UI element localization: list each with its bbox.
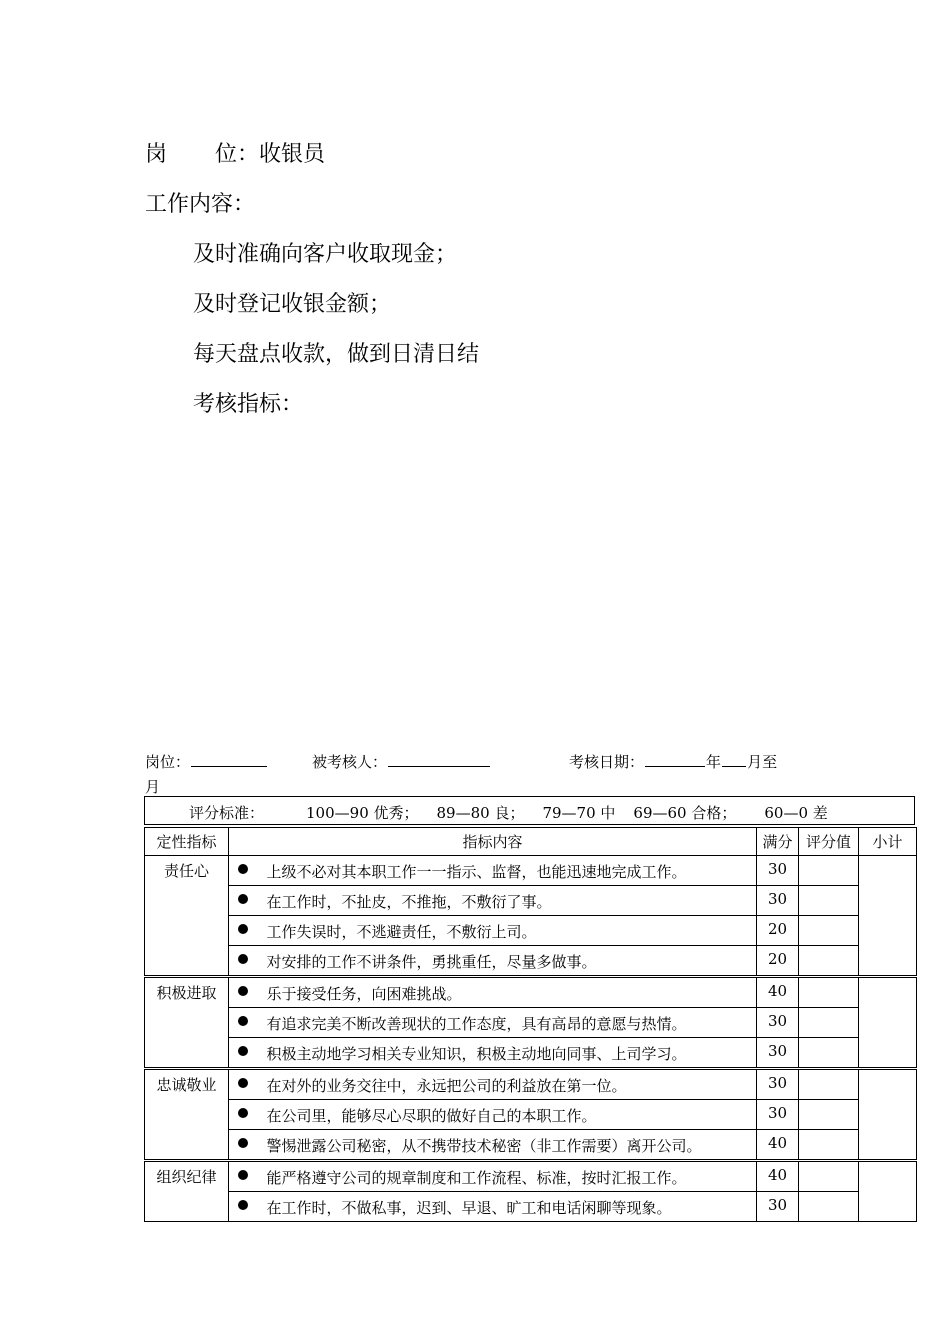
year-label: 年 [706,753,722,771]
full-score-cell: 30 [757,1008,799,1038]
table-row [145,1038,917,1069]
date-start-blank[interactable] [645,752,705,767]
post-label: 岗 [145,142,168,167]
full-score-cell: 40 [757,1161,799,1192]
kpi-title: 考核指标： [193,392,304,417]
bullet-icon [238,986,248,996]
table-row [145,1069,917,1100]
bullet-icon [238,1138,248,1148]
indicator-text: 有追求完美不断改善现状的工作态度，具有高昂的意愿与热情。 [257,1008,757,1038]
indicator-text: 工作失误时，不逃避责任，不敷衍上司。 [257,916,757,946]
rating-input-cell[interactable] [799,977,859,1008]
bullet-icon [238,1016,248,1026]
table-row [145,1130,917,1161]
category-cell: 组织纪律 [145,1161,229,1222]
category-cell: 积极进取 [145,977,229,1069]
indicator-text: 在对外的业务交往中，永远把公司的利益放在第一位。 [257,1069,757,1100]
post-line [145,137,325,168]
table-row [145,1161,917,1192]
indicator-text: 在工作时，不扯皮，不推拖，不敷衍了事。 [257,886,757,916]
bullet-cell [229,1069,257,1100]
full-score-cell: 30 [757,1069,799,1100]
bullet-cell [229,1161,257,1192]
table-row [145,916,917,946]
full-score-cell: 30 [757,886,799,916]
bullet-cell [229,1008,257,1038]
indicator-text: 对安排的工作不讲条件，勇挑重任，尽量多做事。 [257,946,757,977]
full-score-cell: 40 [757,977,799,1008]
header-rating: 评分值 [799,828,859,856]
indicator-text: 上级不必对其本职工作一一指示、监督，也能迅速地完成工作。 [257,856,757,886]
rating-input-cell[interactable] [799,1008,859,1038]
bullet-cell [229,1130,257,1161]
bullet-cell [229,1038,257,1069]
indicator-text: 警惕泄露公司秘密，从不携带技术秘密（非工作需要）离开公司。 [257,1130,757,1161]
bullet-icon [238,1046,248,1056]
assessee-blank[interactable] [388,752,490,767]
post-value: 位：收银员 [215,142,326,167]
rating-input-cell[interactable] [799,1069,859,1100]
full-score-cell: 40 [757,1130,799,1161]
indicator-text: 在公司里，能够尽心尽职的做好自己的本职工作。 [257,1100,757,1130]
subtotal-cell[interactable] [859,1069,917,1161]
header-full-score: 满分 [757,828,799,856]
rating-input-cell[interactable] [799,1100,859,1130]
table-row [145,856,917,886]
rating-input-cell[interactable] [799,946,859,977]
month-blank[interactable] [722,752,746,767]
header-row [145,828,917,856]
header-content: 指标内容 [229,828,757,856]
scoring-standard [144,796,915,825]
evaluation-table [144,827,917,1222]
bullet-icon [238,1170,248,1180]
post-blank[interactable] [191,752,267,767]
date-field-label: 考核日期： [569,753,645,771]
rating-input-cell[interactable] [799,1192,859,1222]
scoring-label: 评分标准： [189,804,265,822]
duty-3: 每天盘点收款，做到日清日结 [193,342,480,367]
duty-1: 及时准确向客户收取现金； [193,242,458,267]
score-pass: 69—60 合格； [633,804,737,822]
full-score-cell: 30 [757,1038,799,1069]
bullet-icon [238,1200,248,1210]
table-row [145,946,917,977]
rating-input-cell[interactable] [799,1038,859,1069]
bullet-cell [229,916,257,946]
bullet-cell [229,856,257,886]
indicator-text: 能严格遵守公司的规章制度和工作流程、标准，按时汇报工作。 [257,1161,757,1192]
form-line [145,751,777,772]
bullet-icon [238,864,248,874]
full-score-cell: 20 [757,946,799,977]
score-excellent: 100—90 优秀； [306,804,419,822]
category-cell: 忠诚敬业 [145,1069,229,1161]
header-subtotal: 小计 [859,828,917,856]
subtotal-cell[interactable] [859,856,917,977]
table-row [145,1100,917,1130]
score-poor: 60—0 差 [764,804,828,822]
table-body [145,828,917,1222]
bullet-icon [238,924,248,934]
category-cell: 责任心 [145,856,229,977]
table-row [145,977,917,1008]
subtotal-cell[interactable] [859,977,917,1069]
table-row [145,1192,917,1222]
bullet-icon [238,954,248,964]
bullet-cell [229,1192,257,1222]
rating-input-cell[interactable] [799,1161,859,1192]
rating-input-cell[interactable] [799,1130,859,1161]
full-score-cell: 30 [757,1100,799,1130]
full-score-cell: 20 [757,916,799,946]
rating-input-cell[interactable] [799,856,859,886]
bullet-icon [238,1078,248,1088]
table-row [145,886,917,916]
rating-input-cell[interactable] [799,886,859,916]
bullet-cell [229,886,257,916]
month-wrap: 月 [145,778,161,796]
bullet-cell [229,1100,257,1130]
bullet-cell [229,977,257,1008]
bullet-icon [238,894,248,904]
bullet-icon [238,1108,248,1118]
work-content-title: 工作内容： [145,192,256,217]
post-field-label: 岗位： [145,753,191,771]
bullet-cell [229,946,257,977]
header-category: 定性指标 [145,828,229,856]
score-average: 79—70 中 [542,804,616,822]
full-score-cell: 30 [757,1192,799,1222]
indicator-text: 在工作时，不做私事，迟到、早退、旷工和电话闲聊等现象。 [257,1192,757,1222]
indicator-text: 积极主动地学习相关专业知识，积极主动地向同事、上司学习。 [257,1038,757,1069]
score-good: 89—80 良； [436,804,525,822]
full-score-cell: 30 [757,856,799,886]
rating-input-cell[interactable] [799,916,859,946]
table-row [145,1008,917,1038]
subtotal-cell[interactable] [859,1161,917,1222]
duty-2: 及时登记收银金额； [193,292,392,317]
assessee-field-label: 被考核人： [312,753,388,771]
indicator-text: 乐于接受任务，向困难挑战。 [257,977,757,1008]
month-to-label: 月至 [747,753,778,771]
